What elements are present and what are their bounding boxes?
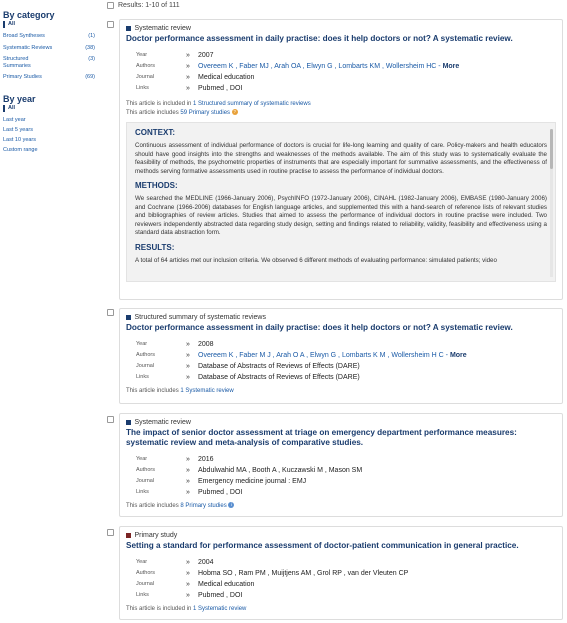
result-title[interactable]: The impact of senior doctor assessment at triage on emergency department performance measures: systematic review and meta-analysis of comparative studies.	[126, 428, 517, 447]
category-heading: By category	[3, 10, 55, 20]
result-type: Systematic review	[126, 24, 556, 33]
result-journal: Database of Abstracts of Reviews of Effects (DARE)	[198, 363, 360, 370]
result-title[interactable]: Setting a standard for performance assessment of doctor-patient communication in general practice.	[126, 541, 519, 550]
abstract-scrollbar-thumb[interactable]	[550, 129, 553, 169]
result-meta: Year » 2008 Authors » Overeem K , Faber M J , Arah O A , Elwyn G , Lombarts K M , Wollersheim H C - More Journal » Database of Abstracts of Reviews of Effects (DARE) Links » Database of Abstracts of Reviews of Effects (DARE)	[126, 339, 556, 383]
results-text: A total of 64 articles met our inclusion criteria. We observed 6 different methods of evaluating performance: simulated patients; video	[135, 256, 497, 264]
year-filter-last-10-years[interactable]: Last 10 years	[3, 136, 37, 143]
category-filter-primary-studies[interactable]: Primary Studies (69)	[3, 74, 95, 80]
result-year: 2008	[198, 341, 214, 348]
abstract-panel[interactable]	[126, 122, 556, 282]
result-year: 2007	[198, 52, 214, 59]
results-count: Results: 1-10 of 111	[118, 2, 180, 9]
more-authors-link[interactable]: More	[449, 352, 467, 359]
result-title[interactable]: Doctor performance assessment in daily practise: does it help doctors or not? A systematic review.	[126, 34, 513, 43]
result-card-2	[119, 308, 563, 404]
more-authors-link[interactable]: More	[442, 63, 460, 70]
methods-text: We searched the MEDLINE (1966-January 2006), PsychINFO (1972-January 2006), CINAHL (1982-January 2006), EMBASE (1980-January 2006) and Cochrane (1966-2006) databases for English language articles, and supplemented this with a hand-search of reference lists of relevant studies and bibliographies of review articles. Studies that aimed to assess the performance of individual doctors in routine practise were included. Two reviewers independently abstracted data regarding study design, setting and findings related to reliability, validity, feasibility and effectiveness using a standard data abstraction form.	[135, 195, 547, 236]
included-in-link[interactable]: 1 Systematic review	[193, 606, 247, 612]
help-icon[interactable]: ?	[233, 109, 236, 115]
result-type: Primary study	[126, 531, 556, 540]
result-type: Structured summary of systematic reviews	[126, 313, 556, 322]
result-year: 2016	[198, 456, 214, 463]
systematic-review-icon	[126, 420, 131, 425]
result-meta: Year » 2007 Authors » Overeem K , Faber MJ , Arah OA , Elwyn G , Lombarts KM , Wollersheim HC - More Journal » Medical education Links » Pubmed , DOI	[126, 50, 556, 94]
year-heading: By year	[3, 93, 36, 104]
results-header	[107, 2, 180, 9]
result-journal: Medical education	[198, 74, 255, 81]
included-in-line: This article is included in 1 Structured summary of systematic reviews	[126, 101, 311, 107]
result-type: Systematic review	[126, 418, 556, 427]
info-icon[interactable]: i	[228, 502, 234, 508]
context-heading: CONTEXT:	[135, 128, 175, 137]
result-year: 2004	[198, 559, 214, 566]
result-authors[interactable]: Overeem K , Faber M J , Arah O A , Elwyn G , Lombarts K M , Wollersheim H C -	[198, 352, 448, 359]
includes-line: This article includes 8 Primary studies i	[126, 502, 556, 511]
year-all-filter[interactable]: All	[3, 105, 95, 112]
result-card-1	[119, 19, 563, 300]
includes-line: This article includes 1 Systematic review	[126, 388, 234, 394]
result-checkbox-2[interactable]	[107, 309, 114, 316]
result-journal: Medical education	[198, 581, 255, 588]
methods-heading: METHODS:	[135, 181, 178, 190]
result-links[interactable]: Pubmed , DOI	[198, 85, 243, 92]
includes-link[interactable]: 59 Primary studies	[180, 110, 231, 116]
systematic-review-icon	[126, 26, 131, 31]
includes-line: This article includes 59 Primary studies ?	[126, 109, 236, 116]
included-in-line: This article is included in 1 Systematic review	[126, 606, 247, 612]
result-authors[interactable]: Hobma SO , Ram PM , Muijtjens AM , Grol RP , van der Vleuten CP	[198, 570, 409, 577]
category-filter-systematic-reviews[interactable]: Systematic Reviews (38)	[3, 44, 95, 51]
results-heading: RESULTS:	[135, 242, 175, 252]
result-checkbox-3[interactable]	[107, 416, 114, 423]
year-filter-last-5-years[interactable]: Last 5 years	[3, 126, 33, 133]
select-all-checkbox[interactable]	[107, 2, 114, 9]
result-checkbox-1[interactable]	[107, 21, 114, 28]
structured-summary-icon	[126, 315, 131, 320]
category-all-filter[interactable]: All	[3, 21, 95, 28]
filter-sidebar	[3, 10, 95, 157]
result-journal: Emergency medicine journal : EMJ	[198, 478, 307, 485]
includes-link[interactable]: 8 Primary studies	[180, 503, 227, 509]
year-filter-last-year[interactable]: Last year	[3, 116, 26, 123]
included-in-link[interactable]: 1 Structured summary of systematic reviews	[193, 101, 311, 107]
result-card-3	[119, 413, 563, 517]
result-authors[interactable]: Overeem K , Faber MJ , Arah OA , Elwyn G , Lombarts KM , Wollersheim HC -	[198, 63, 441, 70]
includes-link[interactable]: 1 Systematic review	[180, 388, 234, 394]
primary-study-icon	[126, 533, 131, 538]
result-meta: Year » 2016 Authors » Abdulwahid MA , Booth A , Kuczawski M , Mason SM Journal » Emergency medicine journal : EMJ Links » Pubmed , DOI	[126, 454, 556, 498]
result-links[interactable]: Database of Abstracts of Reviews of Effects (DARE)	[198, 374, 360, 381]
result-authors[interactable]: Abdulwahid MA , Booth A , Kuczawski M , Mason SM	[198, 467, 363, 474]
category-filter-broad-syntheses[interactable]: Broad Syntheses (1)	[3, 33, 95, 39]
result-title[interactable]: Doctor performance assessment in daily practise: does it help doctors or not? A systematic review.	[126, 323, 513, 332]
result-links[interactable]: Pubmed , DOI	[198, 592, 243, 599]
category-filter-structured-summaries[interactable]: Structured Summaries (3)	[3, 56, 95, 69]
result-card-4	[119, 526, 563, 620]
result-checkbox-4[interactable]	[107, 529, 114, 536]
result-links[interactable]: Pubmed , DOI	[198, 489, 243, 496]
context-text: Continuous assessment of individual performance of doctors is crucial for life-long learning and quality of care. Policy-makers and health educators should have good insights into the strengths and weaknesses of the methods available. The aim of this study was to systematically evaluate the feasibility of methods, the psychometric properties of instruments that are especially important for summative assessments, and the effectiveness of methods serving formative assessments used in routine practise to assess the performance of individual doctors.	[135, 142, 547, 175]
year-filter-custom-range[interactable]: Custom range	[3, 146, 38, 153]
result-meta: Year » 2004 Authors » Hobma SO , Ram PM , Muijtjens AM , Grol RP , van der Vleuten CP Journal » Medical education Links » Pubmed , DOI	[126, 557, 556, 601]
